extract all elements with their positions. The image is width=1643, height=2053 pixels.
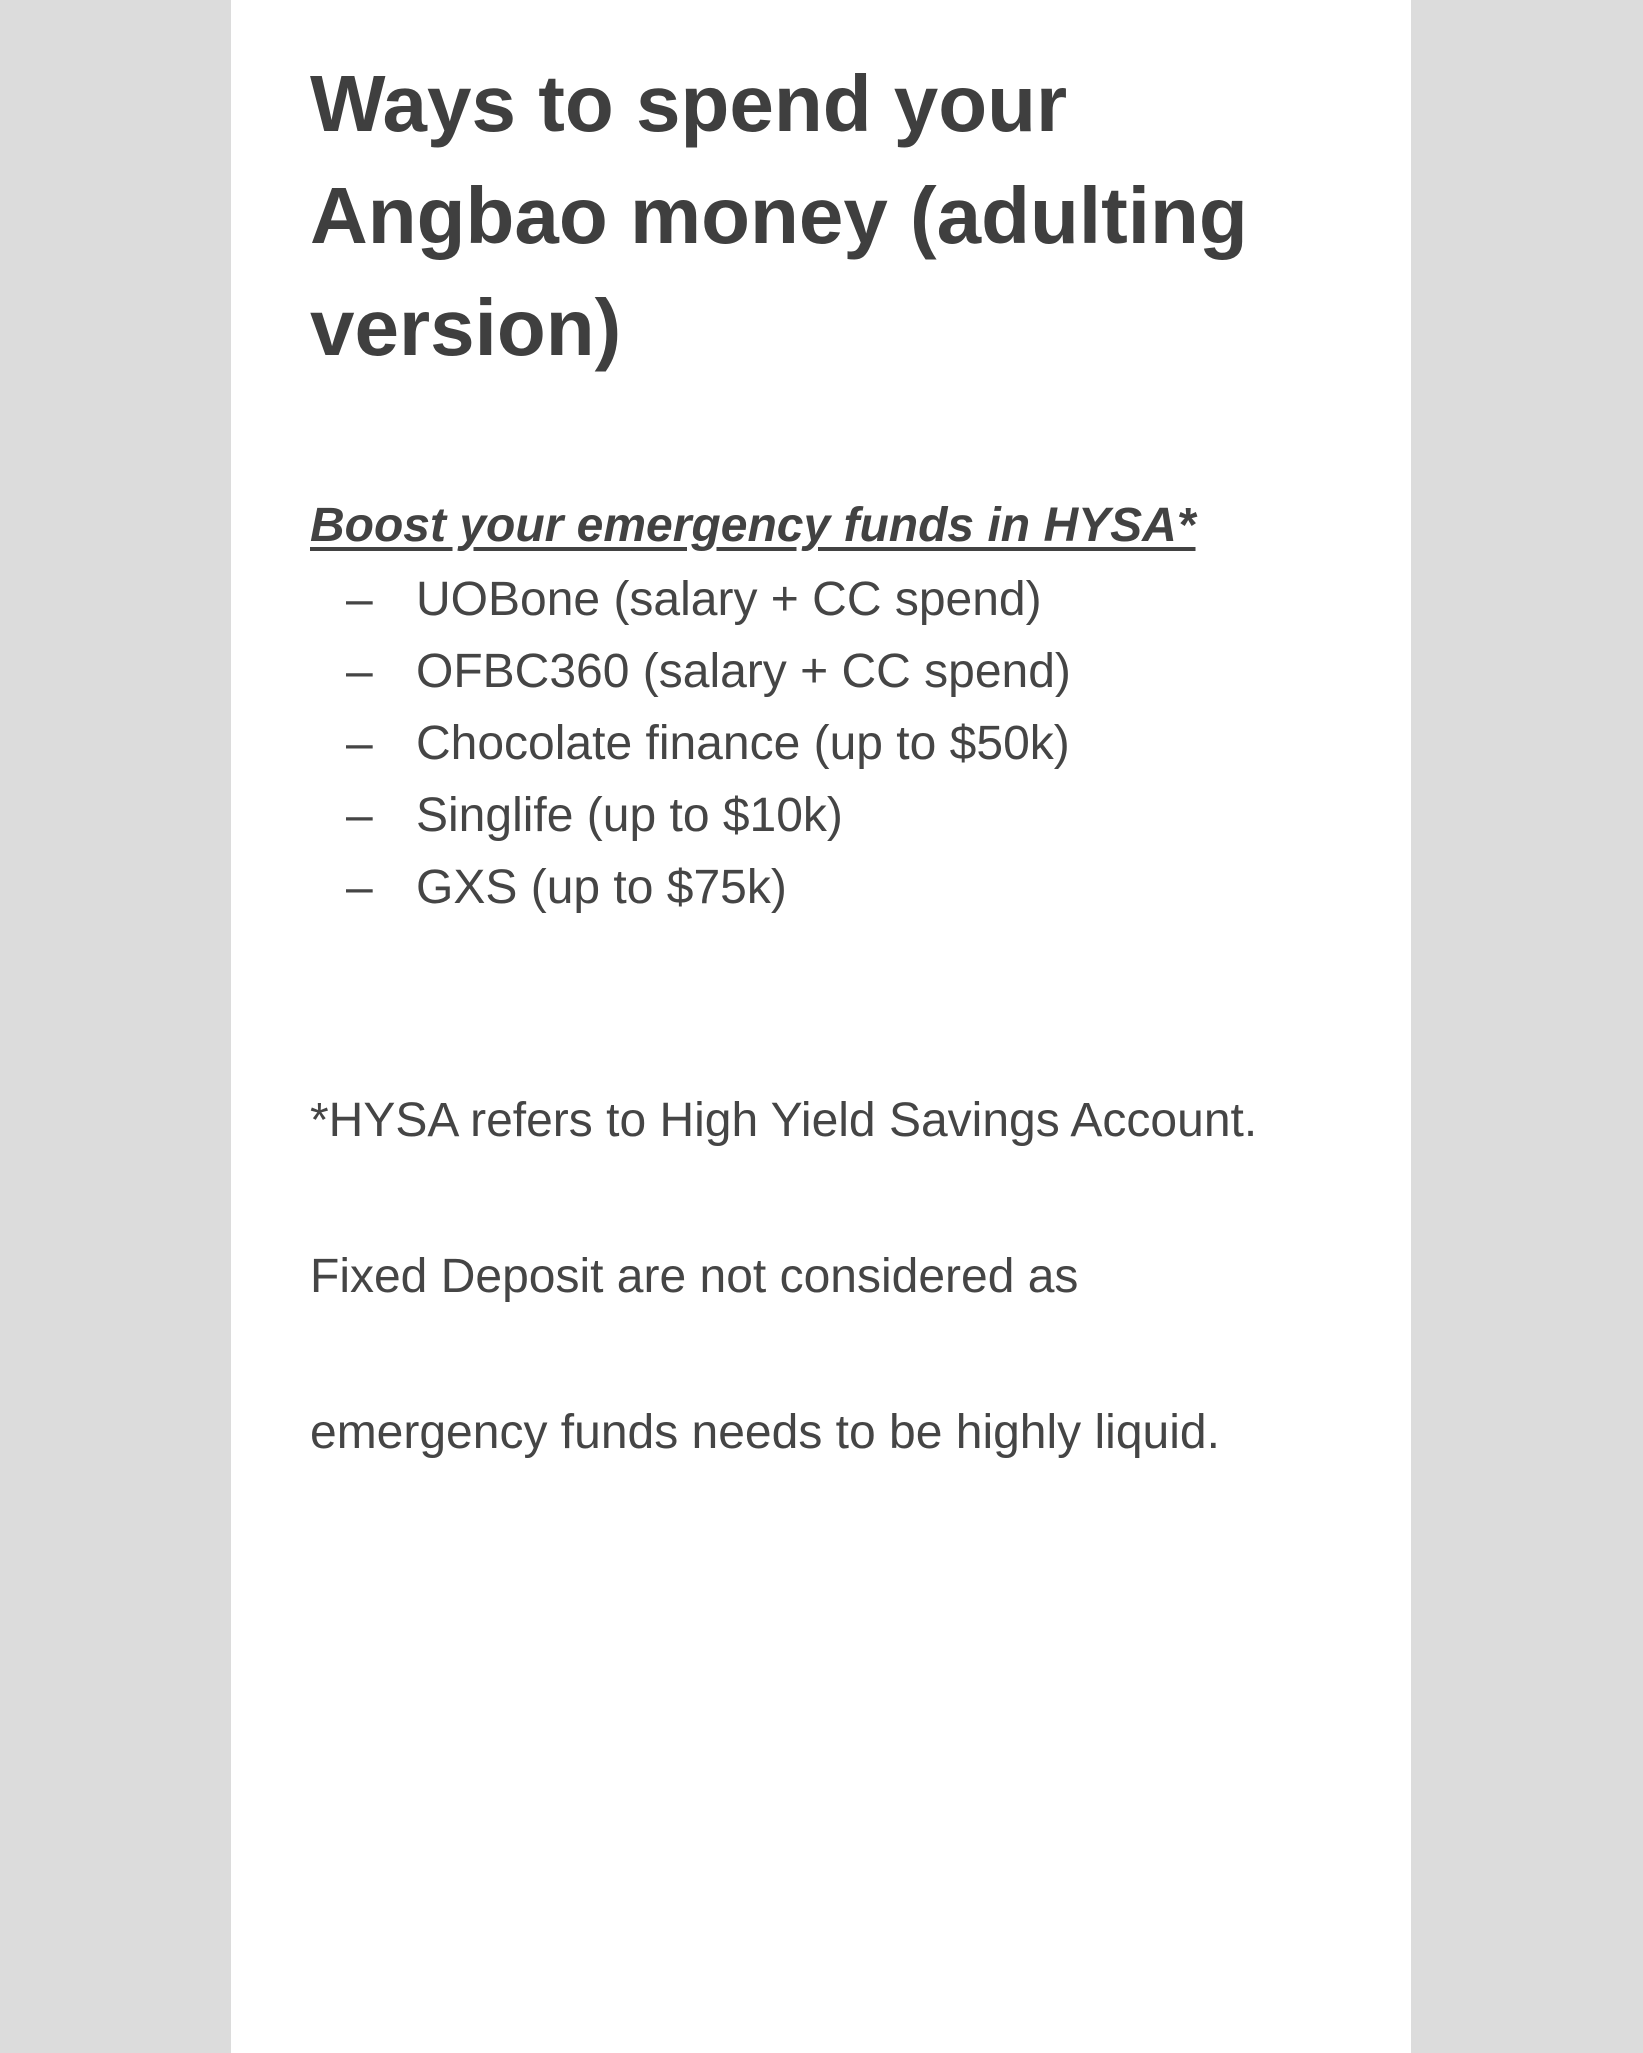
bullet-dash: – [346,573,373,626]
document-page [231,0,1411,2053]
hysa-list [310,564,1370,924]
footnote-line: Fixed Deposit are not considered as [310,1250,1079,1303]
document-content [310,48,1370,1550]
list-item [310,780,1370,852]
list-item [310,708,1370,780]
list-item-text: OFBC360 (salary + CC spend) [416,645,1071,698]
list-item [310,852,1370,924]
list-item-text: GXS (up to $75k) [416,861,787,914]
footnote [310,1004,1370,1550]
section-heading: Boost your emergency funds in HYSA* [310,499,1196,552]
bullet-dash: – [346,645,373,698]
bullet-dash: – [346,717,373,770]
list-item-text: Chocolate finance (up to $50k) [416,717,1070,770]
bullet-dash: – [346,861,373,914]
list-item-text: UOBone (salary + CC spend) [416,573,1042,626]
page-title: Ways to spend your Angbao money (adulting version) [310,59,1248,372]
bullet-dash: – [346,789,373,842]
footnote-line: *HYSA refers to High Yield Savings Account. [310,1094,1258,1147]
list-item [310,564,1370,636]
list-item-text: Singlife (up to $10k) [416,789,843,842]
list-item [310,636,1370,708]
footnote-line: emergency funds needs to be highly liquid. [310,1406,1220,1459]
